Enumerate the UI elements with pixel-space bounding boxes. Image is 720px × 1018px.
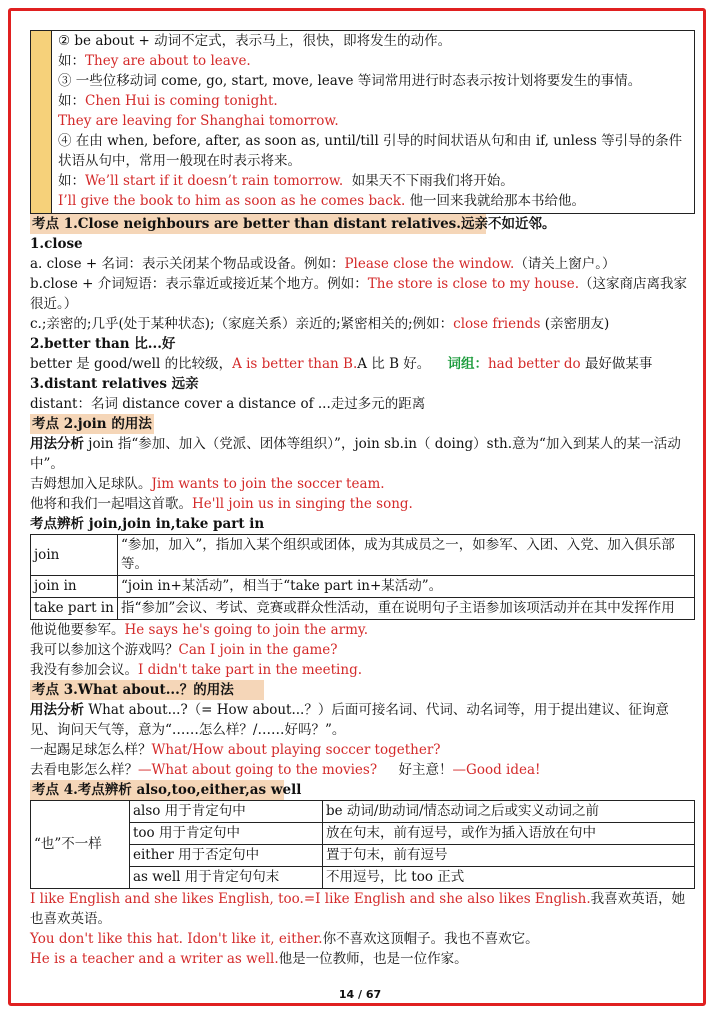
- example-cn: 我没有参加会议。: [30, 662, 138, 678]
- example-cn: 吉姆想加入足球队。: [30, 476, 152, 492]
- example-en: He'll join us in singing the song.: [192, 496, 413, 512]
- text-line: [30, 949, 695, 969]
- table-cell: “参加，加入”，指加入某个组织或团体，成为其成员之一，如参军、入团、入党、加入俱乐部等。: [118, 535, 695, 576]
- section-heading: [30, 680, 695, 700]
- table-cell: as well 用于肯定句句末: [130, 867, 323, 889]
- box-line: [58, 191, 690, 211]
- example-cn: 去看电影怎么样？: [30, 762, 138, 778]
- example-en: Jim wants to join the soccer team.: [151, 476, 385, 492]
- text-line: [30, 700, 695, 740]
- table-cell: 放在句末，前有逗号，或作为插入语放在句中: [323, 823, 695, 845]
- section-tag-3: 考点 3.What about...？的用法: [30, 680, 264, 700]
- example-en: They are about to leave.: [85, 53, 251, 69]
- box-line: ② be about + 动词不定式，表示马上，很快，即将发生的动作。: [58, 33, 452, 49]
- example-en: —What about going to the movies?: [138, 762, 378, 778]
- text: a. close + 名词：表示关闭某个物品或设备。例如：: [30, 256, 345, 272]
- section-heading: [30, 414, 695, 434]
- example-en: I didn't take part in the meeting.: [138, 662, 362, 678]
- table-cell: join in: [31, 576, 118, 598]
- text-line: [30, 354, 695, 374]
- subheading: 1.close: [30, 236, 83, 252]
- section-tag-1: 考点 1.Close neighbours are better than distant relatives.远亲不如近邻。: [32, 216, 556, 232]
- example-en: What/How about playing soccer together?: [151, 742, 441, 758]
- example-en: close friends: [453, 316, 541, 332]
- table-row: [31, 823, 695, 845]
- example-en: Can I join in the game?: [178, 642, 338, 658]
- example-cn: 他是一位教师，也是一位作家。: [278, 951, 468, 967]
- example-cn: 他将和我们一起唱这首歌。: [30, 496, 192, 512]
- example-en: had better do: [487, 356, 581, 372]
- example-en: He is a teacher and a writer as well.: [30, 951, 279, 967]
- example-cn: 他说他要参军。: [30, 622, 125, 638]
- table-cell: 置于句末，前有逗号: [323, 845, 695, 867]
- table-cell: also 用于肯定句中: [130, 801, 323, 823]
- note-box-sidebar: [31, 31, 52, 213]
- text-line: distant：名词 distance cover a distance of ...走过多元的距离: [30, 396, 426, 412]
- box-line: They are leaving for Shanghai tomorrow.: [58, 113, 339, 129]
- table-row: [31, 867, 695, 889]
- table-row: [31, 576, 695, 598]
- note-box-body: [52, 31, 694, 213]
- table-merged-cell: “也”不一样: [31, 801, 130, 889]
- section-tag-4: 考点 4.考点辨析 also,too,either,as well: [32, 782, 302, 798]
- page-number: 14 / 67: [338, 988, 382, 1001]
- text: join 指“参加、加入（党派、团体等组织）”，join sb.in（ doing）sth.意为“加入到某人的某一活动中”。: [30, 436, 681, 472]
- example-cn: 他一回来我就给那本书给他。: [409, 193, 586, 209]
- subheading: 3.distant relatives 远亲: [30, 376, 199, 392]
- example-en: A is better than B.: [232, 356, 358, 372]
- example-prefix: 如：: [58, 93, 85, 109]
- example-cn: 我喜欢英语，她也喜欢英语。: [30, 891, 686, 927]
- example-en: I’ll give the book to him as soon as he comes back.: [58, 193, 406, 209]
- example-prefix: 如：: [58, 173, 85, 189]
- box-line: [58, 171, 690, 191]
- example-en: You don't like this hat. Idon't like it, either.: [30, 931, 323, 947]
- text: （请关上窗户。）: [514, 256, 616, 272]
- text: b.close + 介词短语：表示靠近或接近某个地方。例如：: [30, 276, 368, 292]
- text: better 是 good/well 的比较级，: [30, 356, 233, 372]
- section-heading: [30, 780, 695, 800]
- section-heading: [30, 214, 695, 234]
- text-line: [30, 640, 695, 660]
- also-too-table: [30, 800, 695, 889]
- text-line: [30, 660, 695, 680]
- text: （这家商店离我家很近。）: [30, 276, 687, 312]
- table-cell: 不用逗号，比 too 正式: [323, 867, 695, 889]
- example-cn: 好主意！: [398, 762, 453, 778]
- example-en: Please close the window.: [344, 256, 515, 272]
- table-row: [31, 801, 695, 823]
- phrase-label: 词组：: [447, 356, 488, 372]
- example-cn: 如果天不下雨我们将开始。: [351, 173, 514, 189]
- box-line: ④ 在由 when, before, after, as soon as, until/till 引导的时间状语从句和由 if, unless 等引导的条件状语从句中，常用一般现在时表示将来。: [58, 133, 683, 169]
- example-en: He says he's going to join the army.: [124, 622, 368, 638]
- text-line: [30, 620, 695, 640]
- text-line: [30, 274, 695, 314]
- example-prefix: 如：: [58, 53, 85, 69]
- box-line: [58, 91, 690, 111]
- text-line: [30, 740, 695, 760]
- text: A 比 B 好。: [357, 356, 431, 372]
- example-cn: 一起踢足球怎么样？: [30, 742, 152, 758]
- table-cell: be 动词/助动词/情态动词之后或实义动词之前: [323, 801, 695, 823]
- table-row: [31, 598, 695, 620]
- page-content: [30, 30, 695, 969]
- example-en: The store is close to my house.: [367, 276, 579, 292]
- table-cell: 指“参加”会议、考试、竞赛或群众性活动，重在说明句子主语参加该项活动并在其中发挥作用: [118, 598, 695, 620]
- text: (亲密朋友): [544, 316, 610, 332]
- text: c.;亲密的;几乎(处于某种状态);（家庭关系）亲近的;紧密相关的;例如：: [30, 316, 454, 332]
- note-box: [30, 30, 695, 214]
- text-line: [30, 314, 695, 334]
- join-table: [30, 534, 695, 620]
- subheading: 2.better than 比...好: [30, 336, 176, 352]
- subheading: 考点辨析 join,join in,take part in: [30, 516, 265, 532]
- example-cn: 我可以参加这个游戏吗？: [30, 642, 179, 658]
- table-cell: take part in: [31, 598, 118, 620]
- text-line: [30, 494, 695, 514]
- section-tag-2: 考点 2.join 的用法: [30, 414, 154, 434]
- table-cell: too 用于肯定句中: [130, 823, 323, 845]
- text: 最好做某事: [584, 356, 653, 372]
- text-line: [30, 889, 695, 929]
- example-cn: 你不喜欢这顶帽子。我也不喜欢它。: [322, 931, 539, 947]
- example-en: I like English and she likes English, too.=I like English and she also likes English.: [30, 891, 591, 907]
- usage-label: 用法分析: [30, 702, 84, 718]
- example-en: Chen Hui is coming tonight.: [85, 93, 278, 109]
- text-line: [30, 434, 695, 474]
- box-line: [58, 51, 690, 71]
- box-line: ③ 一些位移动词 come, go, start, move, leave 等词常用进行时态表示按计划将要发生的事情。: [58, 73, 642, 89]
- text-line: [30, 474, 695, 494]
- usage-label: 用法分析: [30, 436, 84, 452]
- example-en: We’ll start if it doesn’t rain tomorrow.: [85, 173, 344, 189]
- table-cell: “join in+某活动”，相当于“take part in+某活动”。: [118, 576, 695, 598]
- table-cell: either 用于否定句中: [130, 845, 323, 867]
- text: What about...?（= How about...？）后面可接名词、代词、动名词等，用于提出建议、征询意见、询问天气等，意为“……怎么样？/……好吗？”。: [30, 702, 669, 738]
- table-cell: join: [31, 535, 118, 576]
- text-line: [30, 929, 695, 949]
- table-row: [31, 845, 695, 867]
- text-line: [30, 760, 695, 780]
- table-row: [31, 535, 695, 576]
- text-line: [30, 254, 695, 274]
- example-en: —Good idea!: [452, 762, 541, 778]
